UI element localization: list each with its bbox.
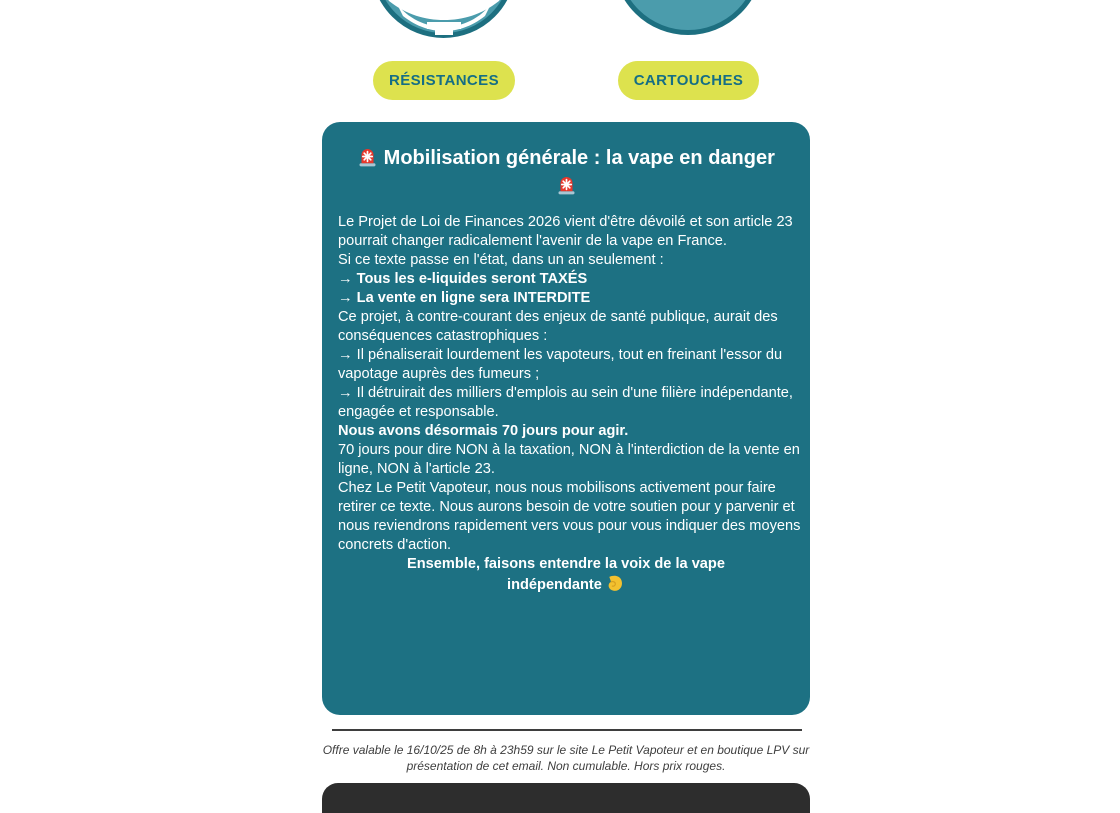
paragraph-loi-finances: Le Projet de Loi de Finances 2026 vient d'être dévoilé et son article 23 pourrait changer radicalement l'avenir de la vape en France.: [338, 214, 793, 250]
cartouches-category-image[interactable]: [613, 0, 763, 35]
alert-card: [322, 122, 810, 715]
closing-statement: Ensemble, faisons entendre la voix de la vape indépendante: [407, 556, 725, 594]
paragraph-70-jours: 70 jours pour dire NON à la taxation, NON à l'interdiction de la vente en ligne, NON à l'article 23.: [338, 442, 800, 478]
alert-title: [338, 144, 794, 200]
impacts-list: → Il pénaliserait lourdement les vapoteurs, tout en freinant l'essor du vapotage auprès des fumeurs ; → Il détruirait des milliers d'emplois au sein d'une filière indépendante, engagée et responsable.: [338, 347, 793, 421]
flexed-biceps-icon: [606, 574, 625, 593]
deadline-heading: Nous avons désormais 70 jours pour agir.: [338, 423, 629, 440]
coil-icon: [387, 0, 501, 36]
resistances-category-image[interactable]: [371, 0, 516, 38]
resistances-button[interactable]: RÉSISTANCES: [373, 61, 515, 100]
paragraph-ce-projet: Ce projet, à contre-courant des enjeux de santé publique, aurait des conséquences catastrophiques :: [338, 309, 778, 345]
alert-title-text: Mobilisation générale : la vape en danger: [383, 147, 775, 169]
paragraph-mobilisation: Chez Le Petit Vapoteur, nous nous mobilisons activement pour faire retirer ce texte. Nous aurons besoin de votre soutien pour y parvenir et nous reviendrons rapidement vers vous pour vous indiquer des moyens concrets d'action.: [338, 480, 801, 554]
cartouches-button[interactable]: CARTOUCHES: [618, 61, 759, 100]
siren-icon: [357, 147, 378, 168]
footer-divider: [332, 729, 802, 731]
paragraph-si-ce-texte: Si ce texte passe en l'état, dans un an seulement :: [338, 252, 664, 269]
next-section-top-bar: [322, 783, 810, 813]
consequences-bold-list: → Tous les e-liquides seront TAXÉS → La vente en ligne sera INTERDITE: [338, 271, 591, 307]
legal-offer-text: Offre valable le 16/10/25 de 8h à 23h59 sur le site Le Petit Vapoteur et en boutique LPV sur présentation de cet email. Non cumulable. Hors prix rouges.: [322, 743, 810, 773]
siren-icon: [556, 175, 577, 196]
